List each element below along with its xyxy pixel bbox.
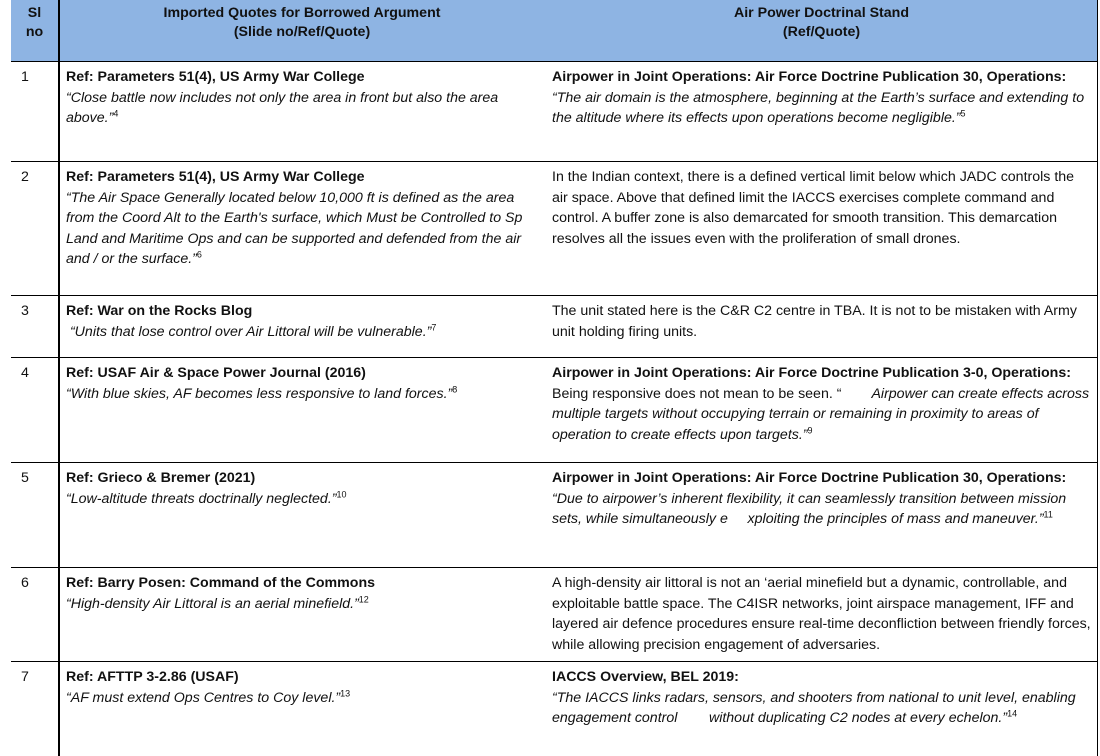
imported-quote-cell — [66, 468, 544, 509]
imported-ref: Ref: Parameters 51(4), US Army War College — [66, 169, 365, 185]
imported-quote: “Low-altitude threats doctrinally neglected.” — [66, 490, 337, 507]
header-air-line1: Air Power Doctrinal Stand — [733, 5, 909, 21]
footnote-marker: 6 — [196, 249, 202, 260]
air-quote: Airpower can create effects across multiple targets without occupying terrain or remaining in proximity to areas of operation to create effects upon targets.” — [552, 385, 1094, 443]
table-row — [11, 463, 1097, 568]
air-quote: “Due to airpower’s inherent flexibility, it can seamlessly transition between mission sets, while simultaneously e xploiting the principles of mass and maneuver.” — [552, 490, 1071, 528]
air-power-stand-cell — [552, 468, 1092, 530]
air-ref: IACCS Overview, BEL 2019: — [552, 669, 739, 685]
row-serial-number: 4 — [21, 365, 29, 381]
header-sl-line1: Sl — [27, 5, 42, 21]
air-power-stand-cell — [552, 167, 1092, 249]
row-serial-number: 3 — [21, 303, 29, 319]
footnote-marker: 10 — [336, 488, 347, 499]
footnote-marker: 4 — [113, 108, 119, 119]
imported-quote-cell — [66, 301, 544, 342]
imported-quote: “AF must extend Ops Centres to Coy level.” — [66, 689, 341, 706]
imported-quote-cell — [66, 363, 544, 404]
header-sl-no — [11, 4, 58, 42]
footnote-marker: 7 — [431, 321, 437, 332]
imported-ref: Ref: Barry Posen: Command of the Commons — [66, 575, 376, 591]
table-row — [11, 162, 1097, 296]
table-row — [11, 358, 1097, 463]
imported-ref: Ref: War on the Rocks Blog — [66, 303, 253, 319]
row-serial-number: 6 — [21, 575, 29, 591]
air-power-stand-cell — [552, 667, 1092, 729]
air-stand-text: In the Indian context, there is a defined vertical limit below which JADC controls the air space. Above that defined limit the IACCS exercises complete command and control. A buffer zone is also demarcated for smooth transition. This demarcation resolves all the issues even with the proliferation of small drones. — [552, 169, 1078, 247]
imported-quote-cell — [66, 167, 544, 270]
air-power-stand-cell — [552, 573, 1095, 655]
footnote-marker: 8 — [452, 383, 458, 394]
table-row — [11, 662, 1097, 756]
doctrine-comparison-table — [11, 0, 1098, 756]
table-header — [11, 0, 1097, 62]
air-stand-text: A high-density air littoral is not an ‘aerial minefield but a dynamic, controllable, and exploitable battle space. The C4ISR networks, joint airspace management, IFF and layered air defence procedures ensure real-time deconfliction between friendly forces, while allowing precision engagement of adversaries. — [552, 575, 1095, 653]
air-power-stand-cell — [552, 67, 1092, 129]
imported-quote: “Units that lose control over Air Littoral will be vulnerable.” — [66, 323, 432, 340]
table-row — [11, 296, 1097, 358]
footnote-marker: 13 — [340, 687, 351, 698]
table-row — [11, 62, 1097, 162]
imported-quote-cell — [66, 667, 544, 708]
header-air-power-stand — [546, 4, 1097, 42]
table-row — [11, 568, 1097, 662]
air-stand-text: The unit stated here is the C&R C2 centre in TBA. It is not to be mistaken with Army unit holding firing units. — [552, 303, 1081, 340]
row-serial-number: 7 — [21, 669, 29, 685]
air-ref: Airpower in Joint Operations: Air Force Doctrine Publication 30, Operations: — [552, 470, 1067, 486]
air-ref: Airpower in Joint Operations: Air Force Doctrine Publication 3-0, Operations: — [552, 365, 1071, 381]
air-stand-text: Being responsive does not mean to be seen. “ — [552, 385, 842, 402]
air-ref: Airpower in Joint Operations: Air Force Doctrine Publication 30, Operations: — [552, 69, 1067, 85]
header-imported-line1: Imported Quotes for Borrowed Argument — [163, 5, 441, 21]
imported-quote: “Close battle now includes not only the area in front but also the area above.” — [66, 89, 503, 127]
column-divider — [58, 0, 60, 756]
header-imported-line2: (Slide no/Ref/Quote) — [233, 24, 371, 40]
imported-quote: “The Air Space Generally located below 10,000 ft is defined as the area from the Coord Alt to the Earth's surface, which Must be Controlled to Sp Land and Maritime Ops and can be supported and defended from the air and / or the surface.” — [66, 189, 527, 268]
row-serial-number: 1 — [21, 69, 29, 85]
imported-ref: Ref: AFTTP 3-2.86 (USAF) — [66, 669, 239, 685]
imported-ref: Ref: Parameters 51(4), US Army War College — [66, 69, 365, 85]
footnote-marker: 5 — [960, 108, 966, 119]
imported-ref: Ref: Grieco & Bremer (2021) — [66, 470, 256, 486]
header-imported-quotes — [58, 4, 546, 42]
imported-quote: “With blue skies, AF becomes less responsive to land forces.” — [66, 385, 453, 402]
imported-quote: “High-density Air Littoral is an aerial minefield.” — [66, 595, 359, 612]
footnote-marker: 14 — [1007, 708, 1018, 719]
air-power-stand-cell — [552, 363, 1092, 445]
header-sl-line2: no — [25, 24, 44, 40]
row-serial-number: 5 — [21, 470, 29, 486]
air-quote: “The air domain is the atmosphere, beginning at the Earth’s surface and extending to the altitude where its effects upon operations become negligible.” — [552, 89, 1089, 127]
footnote-marker: 12 — [358, 593, 369, 604]
air-quote: “The IACCS links radars, sensors, and shooters from national to unit level, enabling engagement control without duplicating C2 nodes at every echelon.” — [552, 689, 1080, 727]
imported-quote-cell — [66, 573, 544, 614]
air-power-stand-cell — [552, 301, 1092, 342]
header-air-line2: (Ref/Quote) — [782, 24, 861, 40]
imported-quote-cell — [66, 67, 544, 129]
imported-ref: Ref: USAF Air & Space Power Journal (2016) — [66, 365, 366, 381]
row-serial-number: 2 — [21, 169, 29, 185]
footnote-marker: 11 — [1043, 509, 1053, 520]
footnote-marker: 9 — [807, 425, 813, 436]
